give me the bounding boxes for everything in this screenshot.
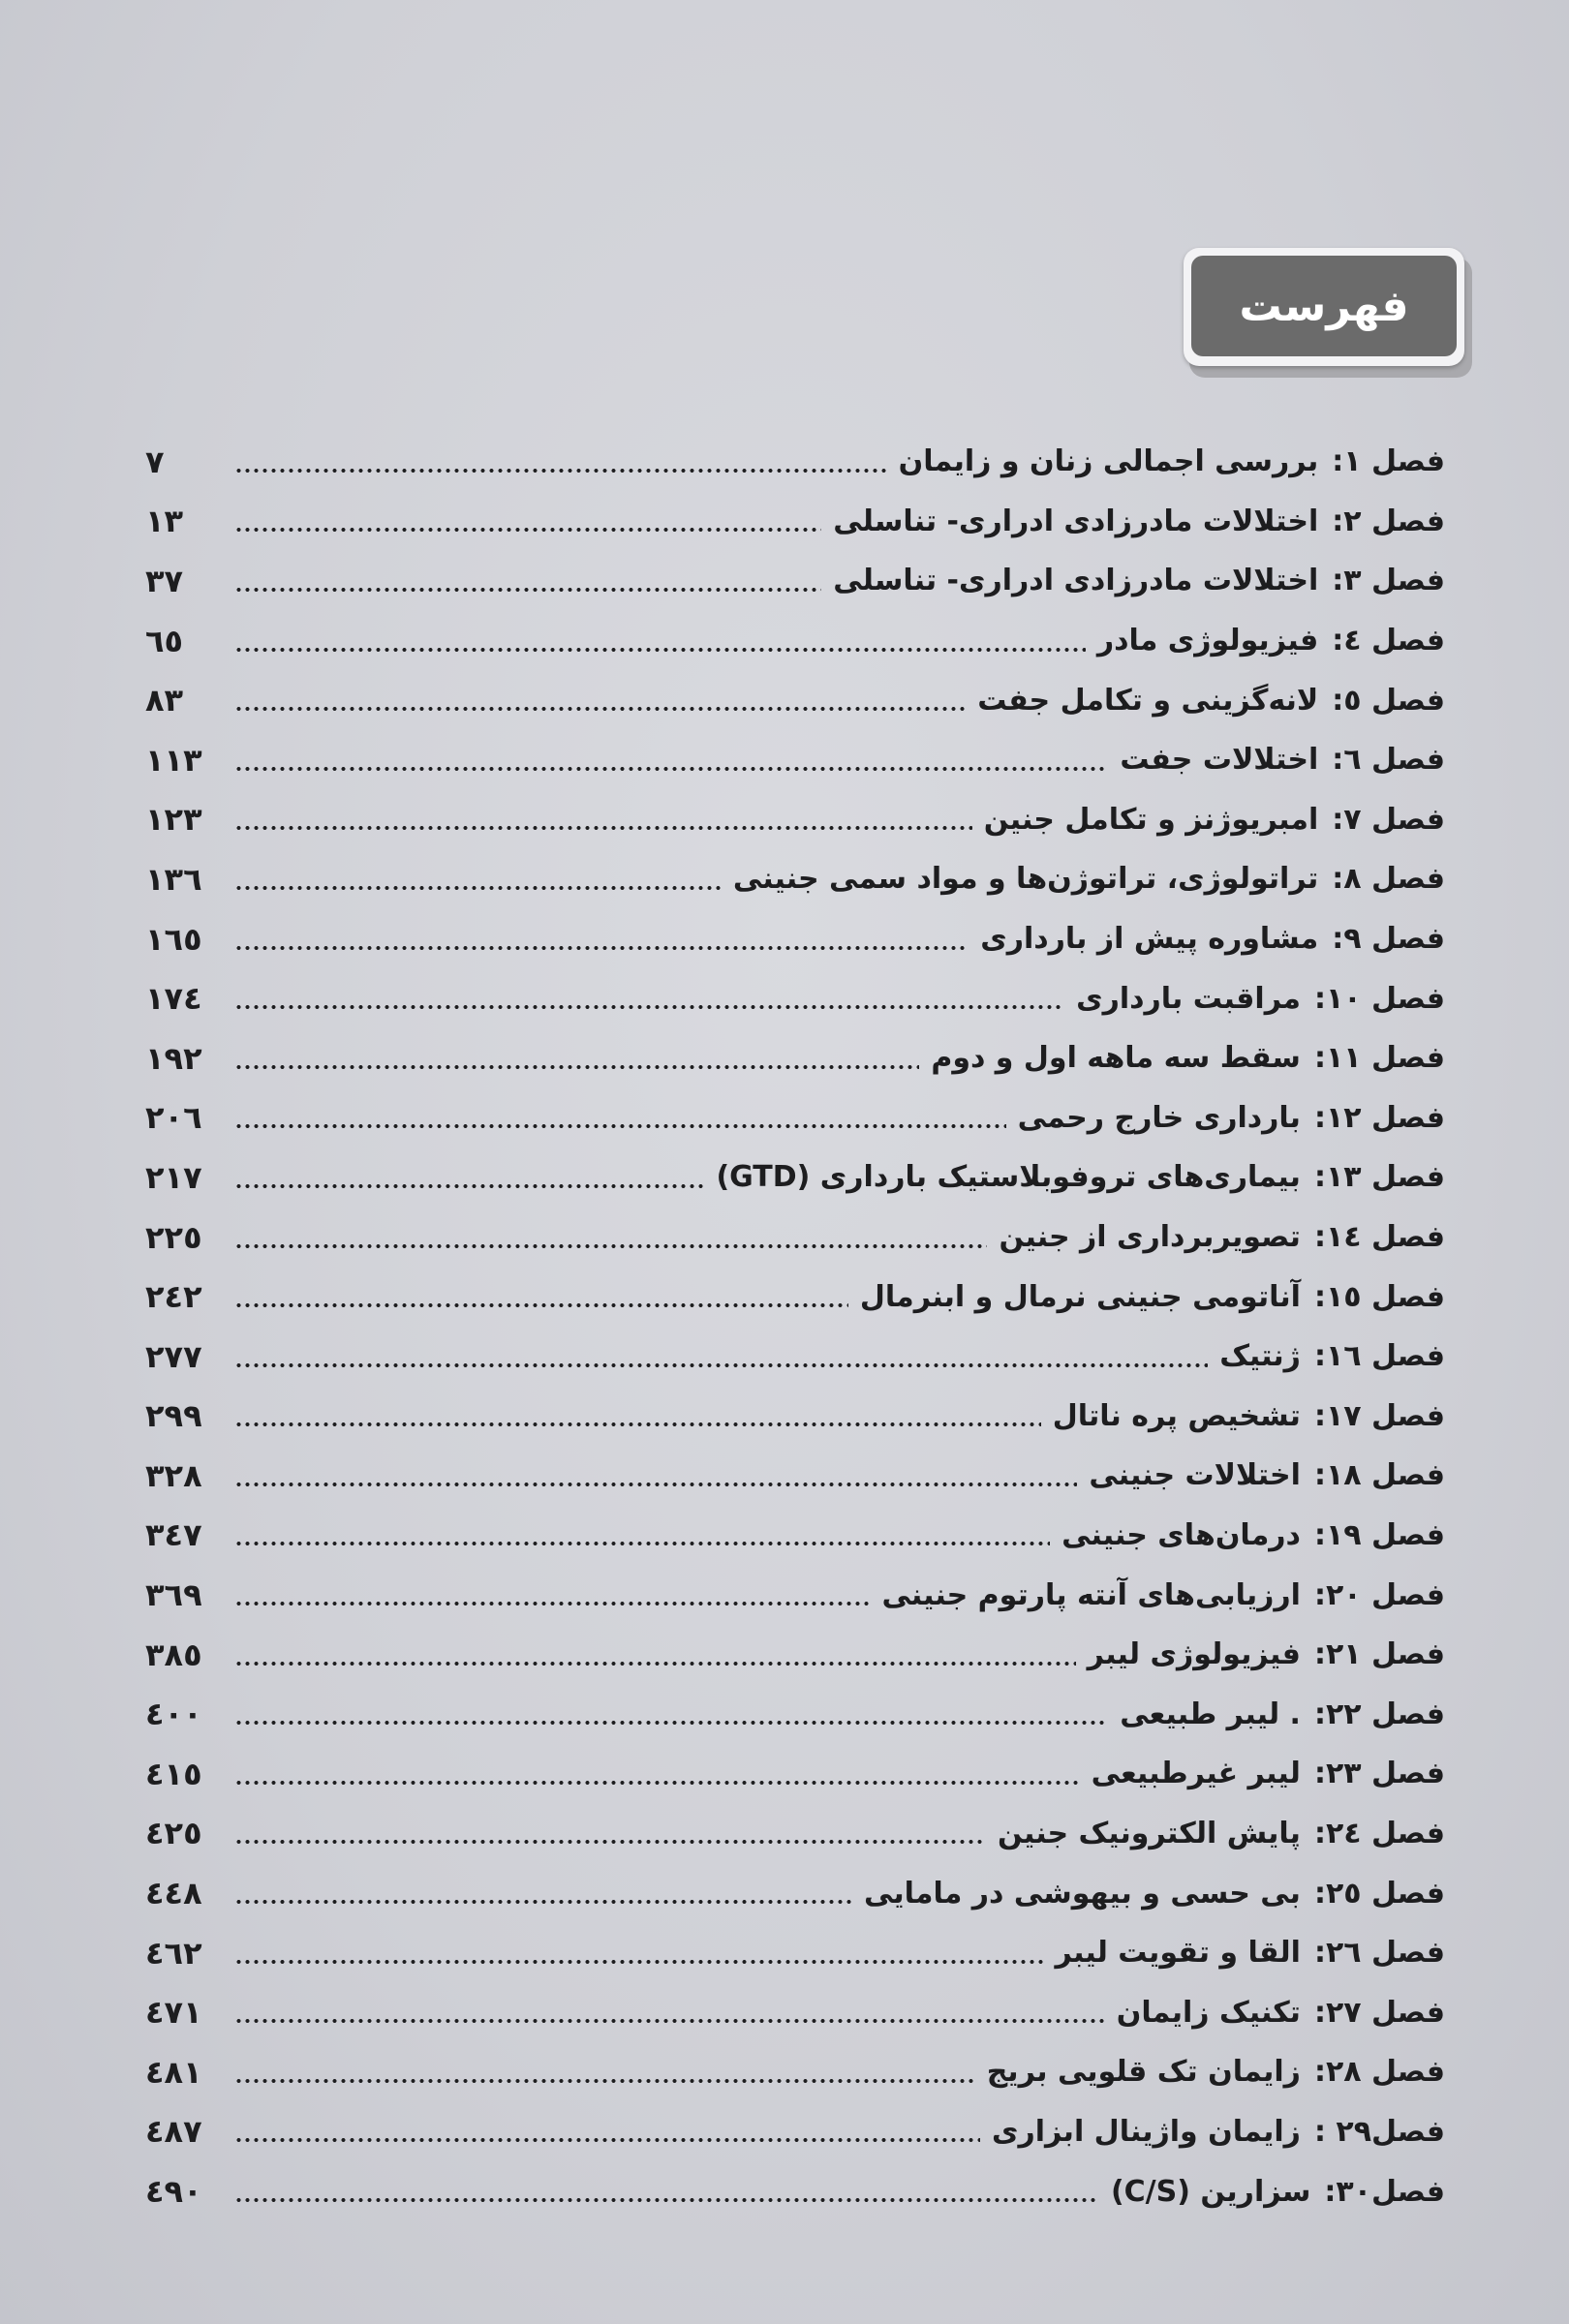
chapter-title: مشاوره پیش از بارداری: [980, 922, 1319, 957]
chapter-title: آناتومی جنینی نرمال و ابنرمال: [859, 1279, 1301, 1314]
toc-entry: [145, 2161, 1445, 2221]
page-number: ٤۸۱: [145, 2053, 202, 2091]
chapter-number: فصل ۱:: [1332, 444, 1445, 479]
page-number: ٤٦۲: [145, 1934, 202, 1972]
heading-frame: [1184, 248, 1464, 366]
toc-entry: [145, 1028, 1445, 1088]
dot-leader: [234, 1662, 1076, 1666]
dot-leader: [234, 1005, 1064, 1009]
chapter-number: فصل ۷:: [1332, 802, 1445, 837]
chapter-number: فصل ۱۰:: [1313, 981, 1445, 1016]
dot-leader: [234, 1900, 852, 1904]
toc-entry: [145, 1327, 1445, 1387]
toc-heading-box: [1184, 248, 1469, 372]
chapter-title: اختلالات جنینی: [1089, 1458, 1301, 1493]
dot-leader: [234, 1602, 871, 1605]
dot-leader: [234, 886, 722, 890]
chapter-number: فصل ۲۷:: [1313, 1995, 1445, 2030]
toc-entry: [145, 1208, 1445, 1268]
chapter-number: فصل ٥:: [1332, 683, 1445, 718]
toc-entry: [145, 909, 1445, 969]
dot-leader: [234, 648, 1086, 652]
page-number: ۱۳٦: [145, 860, 202, 898]
chapter-number: فصل ۲۸:: [1313, 2055, 1445, 2090]
page-number: ۳۲۸: [145, 1456, 202, 1494]
page-number: ۳۸٥: [145, 1636, 202, 1673]
page-number: ۱۲۳: [145, 801, 202, 839]
chapter-title: تکنیک زایمان: [1116, 1995, 1301, 2030]
chapter-title: فیزیولوژی لیبر: [1087, 1637, 1301, 1672]
chapter-number: فصل ۲۰:: [1313, 1577, 1445, 1612]
page-number: ۲۹۹: [145, 1397, 202, 1435]
chapter-number: فصل ۳:: [1332, 564, 1445, 598]
toc-entry: [145, 432, 1445, 492]
chapter-title: اختلالات مادرزادی ادراری- تناسلی: [833, 504, 1319, 538]
chapter-title: لیبر غیرطبیعی: [1091, 1757, 1301, 1791]
chapter-title: ژنتیک: [1219, 1339, 1301, 1374]
chapter-title: زایمان واژینال ابزاری: [991, 2114, 1301, 2149]
chapter-number: فصل۲۹ :: [1313, 2114, 1445, 2149]
dot-leader: [234, 707, 966, 711]
chapter-number: فصل ۲٥:: [1313, 1876, 1445, 1911]
toc-entry: [145, 1565, 1445, 1625]
chapter-number: فصل ۱٥:: [1313, 1279, 1445, 1314]
page-number: ٤۹۰: [145, 2173, 202, 2211]
dot-leader: [234, 767, 1108, 771]
chapter-number: فصل ٢٤:: [1313, 1816, 1445, 1850]
chapter-number: فصل ۱۸:: [1313, 1458, 1445, 1493]
dot-leader: [234, 1960, 1043, 1964]
toc-entry: [145, 1506, 1445, 1566]
chapter-number: فصل ٤:: [1332, 624, 1445, 658]
chapter-title: سقط سه ماهه اول و دوم: [931, 1041, 1301, 1076]
chapter-number: فصل ۸:: [1332, 862, 1445, 897]
page-number: ۲۷۷: [145, 1337, 202, 1375]
toc-entry: [145, 2102, 1445, 2162]
chapter-title: امبریوژنز و تکامل جنین: [983, 802, 1319, 837]
page-number: ٦٥: [145, 622, 184, 659]
dot-leader: [234, 1542, 1050, 1545]
toc-entry: [145, 1387, 1445, 1447]
dot-leader: [234, 1184, 704, 1188]
dot-leader: [234, 1303, 848, 1307]
toc-entry: [145, 551, 1445, 611]
dot-leader: [234, 2019, 1105, 2023]
dot-leader: [234, 1244, 987, 1248]
chapter-number: فصل ۲:: [1332, 504, 1445, 538]
page-number: ۳٤۷: [145, 1516, 202, 1554]
toc-entry: [145, 1147, 1445, 1208]
chapter-title: بیماری‌های تروفوبلاستیک بارداری (GTD): [716, 1160, 1301, 1195]
dot-leader: [234, 2198, 1099, 2202]
toc-entry: [145, 849, 1445, 909]
chapter-number: فصل ۱۳:: [1313, 1160, 1445, 1195]
dot-leader: [234, 2138, 980, 2142]
page-number: ۳۷: [145, 562, 184, 599]
toc-entry: [145, 1267, 1445, 1327]
chapter-title: لانه‌گزینی و تکامل جفت: [977, 683, 1319, 718]
chapter-title: پایش الکترونیک جنین: [997, 1816, 1301, 1850]
chapter-title: تصویربرداری از جنین: [999, 1220, 1301, 1255]
chapter-number: فصل ١٤:: [1313, 1220, 1445, 1255]
toc-entry: [145, 670, 1445, 730]
toc-entry: [145, 2042, 1445, 2102]
toc-entry: [145, 730, 1445, 790]
dot-leader: [234, 528, 821, 532]
page-number: ۳٦۹: [145, 1576, 202, 1614]
dot-leader: [234, 1781, 1080, 1785]
chapter-title: القا و تقویت لیبر: [1055, 1936, 1301, 1971]
page-number: ٤۰۰: [145, 1696, 202, 1733]
dot-leader: [234, 588, 821, 592]
toc-entry: [145, 968, 1445, 1028]
page-number: ۱۹۲: [145, 1039, 202, 1077]
dot-leader: [234, 1124, 1006, 1128]
dot-leader: [234, 826, 972, 830]
toc-entry: [145, 1625, 1445, 1685]
page-number: ٤۸۷: [145, 2113, 202, 2151]
toc-entry: [145, 492, 1445, 552]
chapter-title: تراتولوژی، تراتوژن‌ها و مواد سمی جنینی: [732, 862, 1319, 897]
toc-entry: [145, 1088, 1445, 1148]
page-number: ۱۱۳: [145, 741, 202, 779]
page-number: ۱۳: [145, 503, 184, 540]
toc-entry: [145, 1923, 1445, 1983]
chapter-title: درمان‌های جنینی: [1061, 1517, 1301, 1552]
toc-list: [145, 432, 1445, 2221]
toc-entry: [145, 1744, 1445, 1804]
chapter-number: فصل ۲۳:: [1313, 1757, 1445, 1791]
toc-entry: [145, 611, 1445, 671]
chapter-number: فصل ۱۹:: [1313, 1517, 1445, 1552]
chapter-title: سزارین (C/S): [1110, 2174, 1311, 2209]
chapter-title: فیزیولوژی مادر: [1096, 624, 1319, 658]
dot-leader: [234, 1422, 1041, 1426]
page-number: ٤۷۱: [145, 1994, 202, 2032]
chapter-title: بررسی اجمالی زنان و زایمان: [898, 444, 1319, 479]
chapter-title: اختلالات جفت: [1120, 743, 1319, 778]
chapter-number: فصل ٢٦:: [1313, 1936, 1445, 1971]
dot-leader: [234, 946, 969, 950]
dot-leader: [234, 1363, 1208, 1367]
chapter-number: فصل۳۰:: [1324, 2174, 1445, 2209]
chapter-title: مراقبت بارداری: [1076, 981, 1301, 1016]
page-number: ۲۲٥: [145, 1218, 202, 1256]
page-number: ٤۲٥: [145, 1815, 202, 1852]
chapter-title: اختلالات مادرزادی ادراری- تناسلی: [833, 564, 1319, 598]
chapter-number: فصل ۲۲:: [1313, 1697, 1445, 1731]
chapter-number: فصل ۲۱:: [1313, 1637, 1445, 1672]
chapter-number: فصل ۱۱:: [1313, 1041, 1445, 1076]
page-number: ۲۰٦: [145, 1099, 202, 1137]
dot-leader: [234, 1721, 1108, 1725]
page-number: ۲۱۷: [145, 1158, 202, 1196]
chapter-title: . لیبر طبیعی: [1120, 1697, 1301, 1731]
toc-entry: [145, 1804, 1445, 1864]
chapter-title: ارزیابی‌های آنته پارتوم جنینی: [881, 1577, 1301, 1612]
page-number: ٤٤۸: [145, 1875, 202, 1912]
toc-entry: [145, 1684, 1445, 1744]
chapter-title: بارداری خارج رحمی: [1017, 1100, 1301, 1135]
page-number: ۱۷٤: [145, 980, 202, 1018]
chapter-title: تشخیص پره ناتال: [1052, 1398, 1301, 1433]
page-title: فهرست: [1191, 256, 1457, 356]
chapter-number: فصل ۱۲:: [1313, 1100, 1445, 1135]
chapter-number: فصل ٦:: [1332, 743, 1445, 778]
toc-entry: [145, 1982, 1445, 2042]
toc-entry: [145, 1863, 1445, 1923]
page-number: ۱٦٥: [145, 920, 202, 958]
dot-leader: [234, 469, 887, 473]
chapter-title: بی حسی و بیهوشی در مامایی: [864, 1876, 1301, 1911]
chapter-title: زایمان تک قلویی بریج: [986, 2055, 1301, 2090]
page-number: ٤۱٥: [145, 1755, 202, 1792]
toc-entry: [145, 1446, 1445, 1506]
dot-leader: [234, 1840, 986, 1844]
dot-leader: [234, 1065, 919, 1069]
dot-leader: [234, 1483, 1077, 1486]
page-number: ۷: [145, 443, 165, 480]
chapter-number: فصل ۱۷:: [1313, 1398, 1445, 1433]
page-number: ۸۳: [145, 682, 184, 719]
chapter-number: فصل ۹:: [1332, 922, 1445, 957]
page-number: ۲٤۲: [145, 1278, 202, 1316]
chapter-number: فصل ١٦:: [1313, 1339, 1445, 1374]
dot-leader: [234, 2079, 975, 2083]
toc-entry: [145, 790, 1445, 850]
